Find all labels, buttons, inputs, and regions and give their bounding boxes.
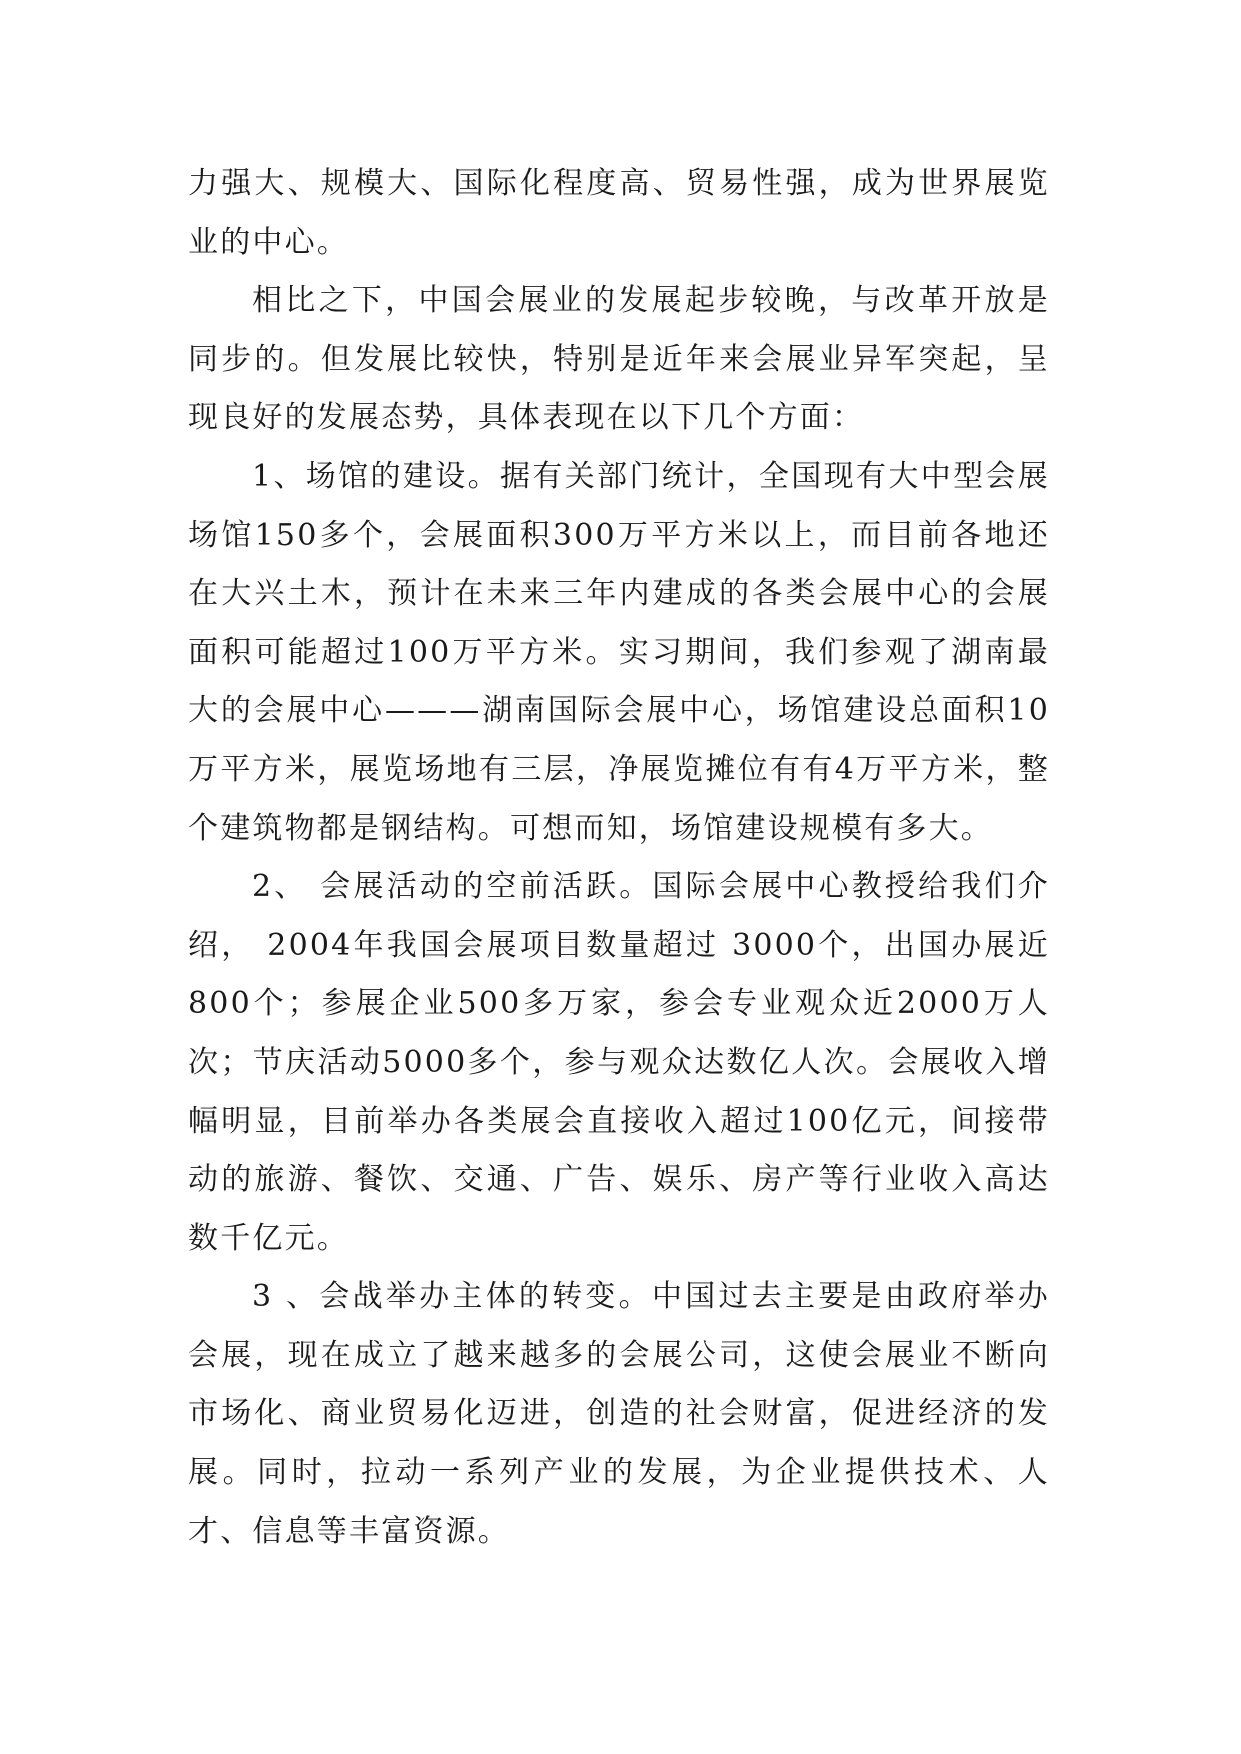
paragraph-venue-construction: 1、场馆的建设。据有关部门统计，全国现有大中型会展场馆150多个，会展面积300万平方米以上，而目前各地还在大兴土木，预计在未来三年内建成的各类会展中心的会展面积可能超过100万平方米。实习期间，我们参观了湖南最大的会展中心———湖南国际会展中心，场馆建设总面积10万平方米，展览场地有三层，净展览摊位有有4万平方米，整个建筑物都是钢结构。可想而知，场馆建设规模有多大。 — [188, 458, 1050, 846]
paragraph-overview: 相比之下，中国会展业的发展起步较晚，与改革开放是同步的。但发展比较快，特别是近年来会展业异军突起，呈现良好的发展态势，具体表现在以下几个方面： — [188, 283, 1050, 436]
paragraph-continuation: 力强大、规模大、国际化程度高、贸易性强，成为世界展览业的中心。 — [188, 166, 1050, 260]
document-body — [188, 155, 1050, 1561]
paragraph-organizer-shift: 3 、会战举办主体的转变。中国过去主要是由政府举办会展，现在成立了越来越多的会展公司，这使会展业不断向市场化、商业贸易化迈进，创造的社会财富，促进经济的发展。同时，拉动一系列产业的发展，为企业提供技术、人才、信息等丰富资源。 — [188, 1279, 1050, 1549]
paragraph-exhibition-activity: 2、 会展活动的空前活跃。国际会展中心教授给我们介绍， 2004年我国会展项目数量超过 3000个，出国办展近800个；参展企业500多万家，参会专业观众近2000万人次；节庆活动5000多个，参与观众达数亿人次。会展收入增幅明显，目前举办各类展会直接收入超过100亿元，间接带动的旅游、餐饮、交通、广告、娱乐、房产等行业收入高达数千亿元。 — [188, 869, 1050, 1256]
